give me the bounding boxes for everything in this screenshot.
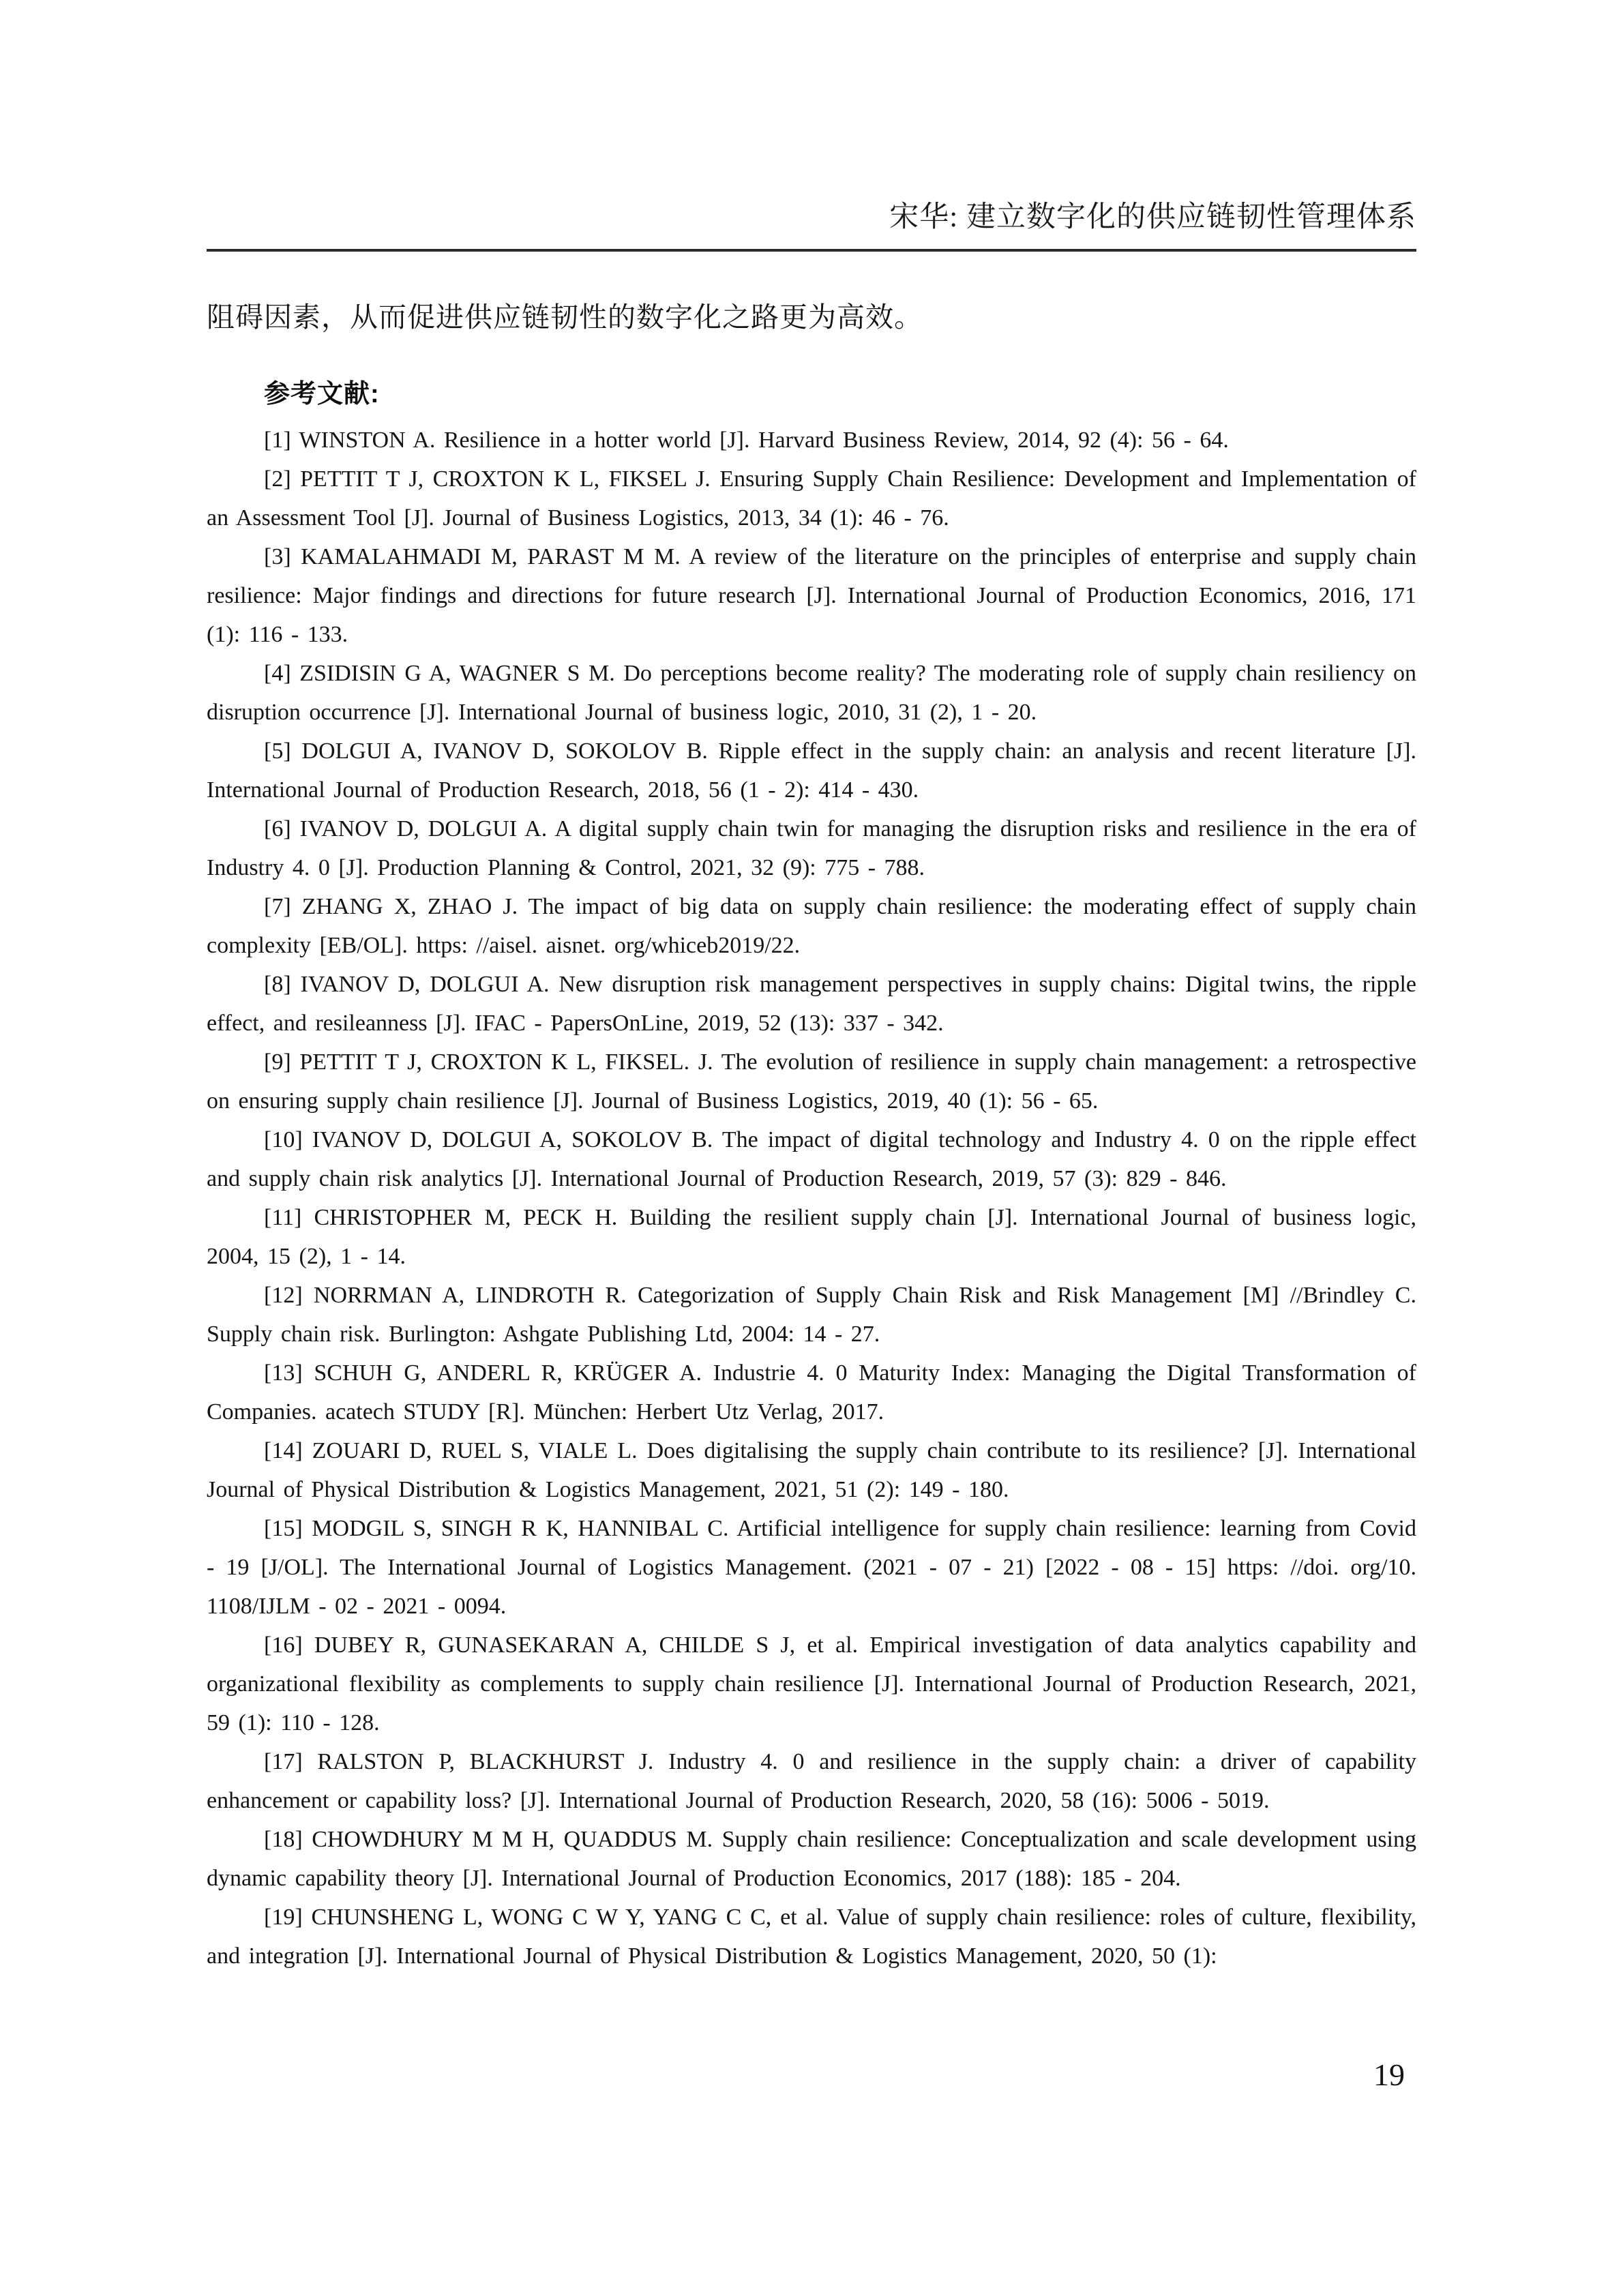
reference-item: [16] DUBEY R, GUNASEKARAN A, CHILDE S J, et al. Empirical investigation of data analytics capability and organizational flexibility as complements to supply chain resilience [J]. International Journal of Production Research, 2021, 59 (1): 110 - 128. — [207, 1632, 1416, 1735]
reference-item: [3] KAMALAHMADI M, PARAST M M. A review of the literature on the principles of enterprise and supply chain resilience: Major findings and directions for future research [J]. International Journal of Production Economics, 2016, 171 (1): 116 - 133. — [207, 543, 1416, 647]
reference-item: [12] NORRMAN A, LINDROTH R. Categorization of Supply Chain Risk and Risk Management [M] //Brindley C. Supply chain risk. Burlington: Ashgate Publishing Ltd, 2004: 14 - 27. — [207, 1282, 1416, 1347]
running-title: 宋华: 建立数字化的供应链韧性管理体系 — [889, 201, 1416, 233]
reference-item: [6] IVANOV D, DOLGUI A. A digital supply chain twin for managing the disruption risks and resilience in the era of Industry 4. 0 [J]. Production Planning & Control, 2021, 32 (9): 775 - 788. — [207, 816, 1416, 880]
page-number: 19 — [1373, 2057, 1405, 2092]
reference-item: [1] WINSTON A. Resilience in a hotter world [J]. Harvard Business Review, 2014, 92 (4): 56 - 64. — [264, 427, 1229, 453]
reference-item: [8] IVANOV D, DOLGUI A. New disruption risk management perspectives in supply chains: Digital twins, the ripple effect, and resileanness [J]. IFAC - PapersOnLine, 2019, 52 (13): 337 - 342. — [207, 971, 1416, 1036]
reference-item: [19] CHUNSHENG L, WONG C W Y, YANG C C, et al. Value of supply chain resilience: roles of culture, flexibility, and integration [J]. International Journal of Physical Distribution & Logistics Management, 2020, 50 (1): — [207, 1904, 1416, 1969]
reference-item: [7] ZHANG X, ZHAO J. The impact of big data on supply chain resilience: the moderating effect of supply chain complexity [EB/OL]. https: //aisel. aisnet. org/whiceb2019/22. — [207, 893, 1416, 958]
body-paragraph: 阻碍因素，从而促进供应链韧性的数字化之路更为高效。 — [207, 301, 923, 333]
references-list — [207, 421, 1416, 1976]
reference-item: [17] RALSTON P, BLACKHURST J. Industry 4. 0 and resilience in the supply chain: a driver of capability enhancement or capability loss? [J]. International Journal of Production Research, 2020, 58 (16): 5006 - 5019. — [207, 1748, 1416, 1813]
reference-item: [15] MODGIL S, SINGH R K, HANNIBAL C. Artificial intelligence for supply chain resilience: learning from Covid - 19 [J/OL]. The International Journal of Logistics Management. (2021 - 07 - 21) [2022 - 08 - 15] https: //doi. org/10. 1108/IJLM - 02 - 2021 - 0094. — [207, 1515, 1416, 1619]
page-header — [207, 0, 1416, 252]
reference-item: [11] CHRISTOPHER M, PECK H. Building the resilient supply chain [J]. International Journal of business logic, 2004, 15 (2), 1 - 14. — [207, 1204, 1416, 1269]
header-rule — [207, 249, 1416, 252]
reference-item: [14] ZOUARI D, RUEL S, VIALE L. Does digitalising the supply chain contribute to its resilience? [J]. International Journal of Physical Distribution & Logistics Management, 2021, 51 (2): 149 - 180. — [207, 1437, 1416, 1502]
reference-item: [4] ZSIDISIN G A, WAGNER S M. Do perceptions become reality? The moderating role of supply chain resiliency on disruption occurrence [J]. International Journal of business logic, 2010, 31 (2), 1 - 20. — [207, 660, 1416, 725]
reference-item: [9] PETTIT T J, CROXTON K L, FIKSEL. J. The evolution of resilience in supply chain management: a retrospective on ensuring supply chain resilience [J]. Journal of Business Logistics, 2019, 40 (1): 56 - 65. — [207, 1049, 1416, 1114]
references-heading: 参考文献: — [264, 379, 380, 408]
reference-item: [2] PETTIT T J, CROXTON K L, FIKSEL J. Ensuring Supply Chain Resilience: Development and Implementation of an Assessment Tool [J]. Journal of Business Logistics, 2013, 34 (1): 46 - 76. — [207, 466, 1416, 531]
reference-item: [5] DOLGUI A, IVANOV D, SOKOLOV B. Ripple effect in the supply chain: an analysis and recent literature [J]. International Journal of Production Research, 2018, 56 (1 - 2): 414 - 430. — [207, 738, 1416, 803]
reference-item: [10] IVANOV D, DOLGUI A, SOKOLOV B. The impact of digital technology and Industry 4. 0 on the ripple effect and supply chain risk analytics [J]. International Journal of Production Research, 2019, 57 (3): 829 - 846. — [207, 1127, 1416, 1191]
reference-item: [13] SCHUH G, ANDERL R, KRÜGER A. Industrie 4. 0 Maturity Index: Managing the Digital Transformation of Companies. acatech STUDY [R]. München: Herbert Utz Verlag, 2017. — [207, 1360, 1416, 1425]
reference-item: [18] CHOWDHURY M M H, QUADDUS M. Supply chain resilience: Conceptualization and scale development using dynamic capability theory [J]. International Journal of Production Economics, 2017 (188): 185 - 204. — [207, 1826, 1416, 1891]
